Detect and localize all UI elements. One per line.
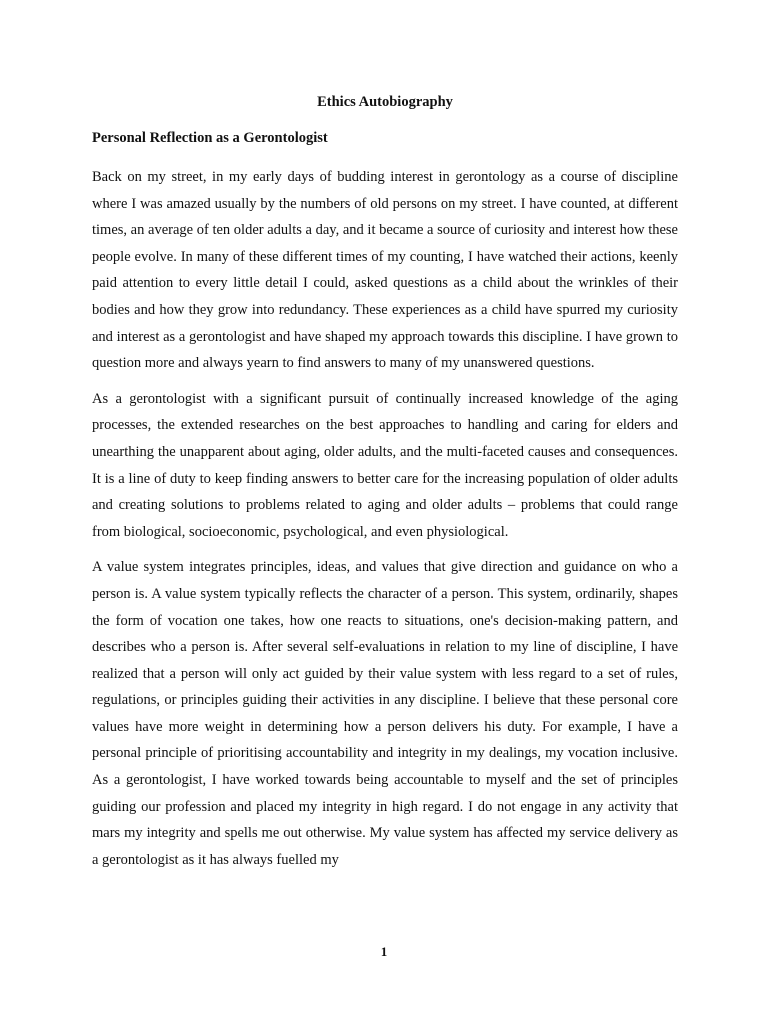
paragraph-2: As a gerontologist with a significant pursuit of continually increased knowledge of the aging processes, the extended researches on the best approaches to handling and caring for elders and unearthing the unapparent about aging, older adults, and the multi-faceted causes and consequences. It is a line of duty to keep finding answers to better care for the increasing population of older adults and creating solutions to problems related to aging and older adults – problems that could range from biological, socioeconomic, psychological, and even physiological. [92,390,678,540]
document-title: Ethics Autobiography [317,94,453,110]
paragraph-1: Back on my street, in my early days of budding interest in gerontology as a course of discipline where I was amazed usually by the numbers of old persons on my street. I have counted, at different times, an average of ten older adults a day, and it became a source of curiosity and interest how these people evolve. In many of these different times of my counting, I have watched their actions, keenly paid attention to every little detail I could, asked questions as a child about the wrinkles of their bodies and how they grow into redundancy. These experiences as a child have spurred my curiosity and interest as a gerontologist and have shaped my approach towards this discipline. I have grown to question more and always yearn to find answers to many of my unanswered questions. [92,169,678,372]
paragraph-3: A value system integrates principles, ideas, and values that give direction and guidance on who a person is. A value system typically reflects the character of a person. This system, ordinarily, shapes the form of vocation one takes, how one reacts to situations, one's decision-making pattern, and describes who a person is. After several self-evaluations in relation to my line of discipline, I have realized that a person will only act guided by their value system with less regard to a set of rules, regulations, or principles guiding their activities in any discipline. I believe that these personal core values have more weight in determining how a person delivers his duty. For example, I have a personal principle of prioritising accountability and integrity in my dealings, my vocation inclusive. As a gerontologist, I have worked towards being accountable to myself and the set of principles guiding our profession and placed my integrity in high regard. I do not engage in any activity that mars my integrity and spells me out otherwise. My value system has affected my service delivery as a gerontologist as it has always fuelled my [92,559,678,868]
page-number: 1 [380,944,388,959]
section-heading: Personal Reflection as a Gerontologist [92,130,328,146]
page-content [92,92,678,873]
